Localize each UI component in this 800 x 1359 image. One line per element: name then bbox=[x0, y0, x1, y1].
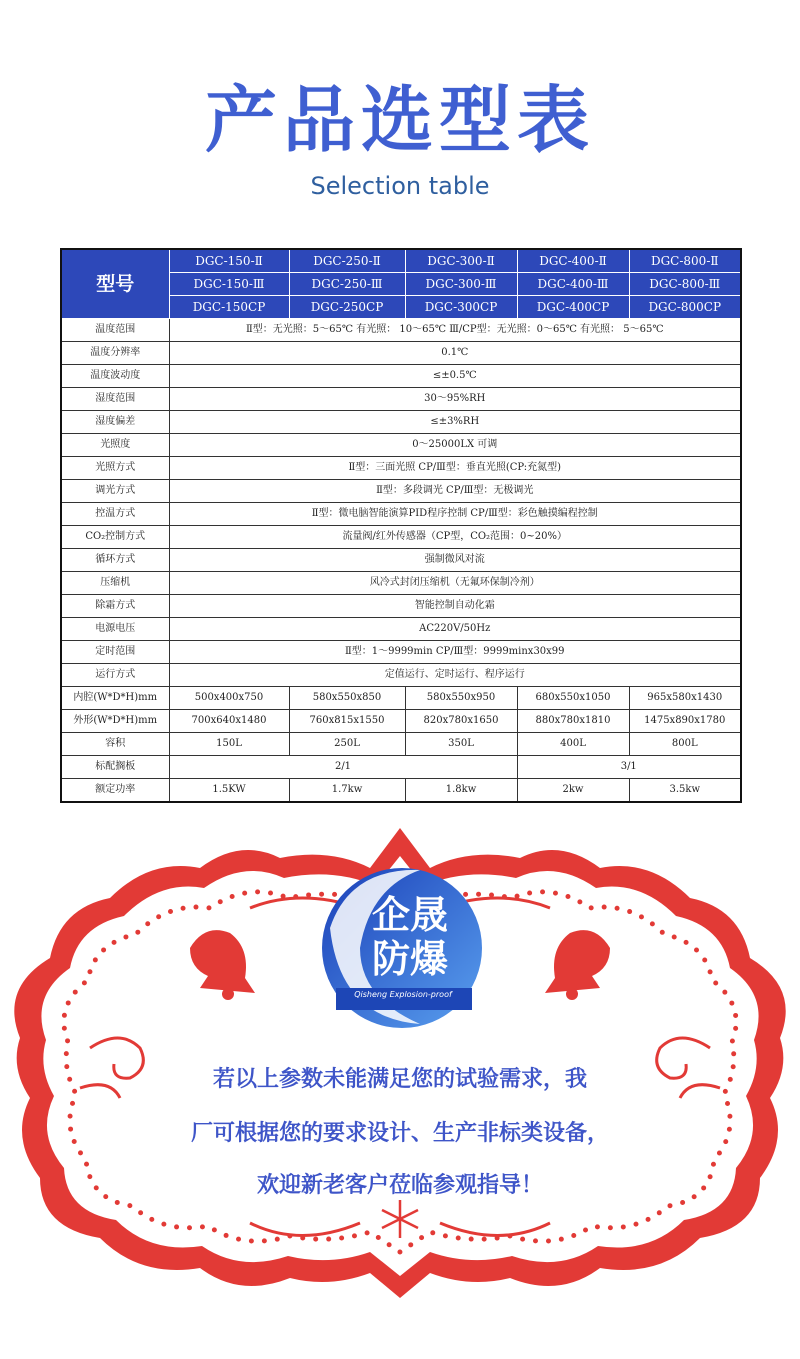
row-value: 定值运行、定时运行、程序运行 bbox=[169, 664, 741, 687]
row-label: 额定功率 bbox=[61, 779, 169, 803]
row-label: 调光方式 bbox=[61, 480, 169, 503]
selection-table bbox=[60, 248, 742, 803]
row-value: 1.8kw bbox=[405, 779, 517, 803]
table-row bbox=[61, 411, 741, 434]
row-value: Ⅱ型：微电脑智能演算PID程序控制 CP/Ⅲ型：彩色触摸编程控制 bbox=[169, 503, 741, 526]
row-value: ≤±0.5℃ bbox=[169, 365, 741, 388]
row-value: 1475x890x1780 bbox=[629, 710, 741, 733]
table-row bbox=[61, 710, 741, 733]
model-name: DGC-400-Ⅲ bbox=[517, 273, 629, 296]
table-row bbox=[61, 480, 741, 503]
row-label: 湿度偏差 bbox=[61, 411, 169, 434]
row-label: 除霜方式 bbox=[61, 595, 169, 618]
table-row bbox=[61, 618, 741, 641]
message-line-1: 若以上参数未能满足您的试验需求，我 bbox=[212, 1067, 587, 1092]
model-name: DGC-400CP bbox=[517, 296, 629, 319]
model-name: DGC-150CP bbox=[169, 296, 289, 319]
row-value: 965x580x1430 bbox=[629, 687, 741, 710]
row-label: 循环方式 bbox=[61, 549, 169, 572]
logo-text-line1: 企晟 bbox=[372, 893, 449, 937]
model-name: DGC-400-Ⅱ bbox=[517, 249, 629, 273]
page-title: 产品选型表 bbox=[204, 77, 595, 162]
row-label: 光照度 bbox=[61, 434, 169, 457]
row-label: 外形(W*D*H)mm bbox=[61, 710, 169, 733]
row-label: 容积 bbox=[61, 733, 169, 756]
row-value: 250L bbox=[289, 733, 405, 756]
row-label: 电源电压 bbox=[61, 618, 169, 641]
table-row bbox=[61, 687, 741, 710]
row-value: 3/1 bbox=[517, 756, 741, 779]
row-value: Ⅱ型：1～9999min CP/Ⅲ型：9999minx30x99 bbox=[169, 641, 741, 664]
row-label: 压缩机 bbox=[61, 572, 169, 595]
message-line-2: 厂可根据您的要求设计、生产非标类设备， bbox=[190, 1121, 609, 1146]
row-value: 700x640x1480 bbox=[169, 710, 289, 733]
table-row bbox=[61, 388, 741, 411]
row-value: 350L bbox=[405, 733, 517, 756]
model-name: DGC-800-Ⅱ bbox=[629, 249, 741, 273]
row-value: 680x550x1050 bbox=[517, 687, 629, 710]
model-name: DGC-300CP bbox=[405, 296, 517, 319]
model-name: DGC-250CP bbox=[289, 296, 405, 319]
row-label: 标配搁板 bbox=[61, 756, 169, 779]
table-row bbox=[61, 572, 741, 595]
row-value: 1.5KW bbox=[169, 779, 289, 803]
row-value: ≤±3%RH bbox=[169, 411, 741, 434]
table-row bbox=[61, 526, 741, 549]
row-label: 定时范围 bbox=[61, 641, 169, 664]
model-name: DGC-250-Ⅱ bbox=[289, 249, 405, 273]
model-name: DGC-300-Ⅲ bbox=[405, 273, 517, 296]
row-label: 内腔(W*D*H)mm bbox=[61, 687, 169, 710]
row-value: 150L bbox=[169, 733, 289, 756]
row-value: 0～25000LX 可调 bbox=[169, 434, 741, 457]
row-label: 温度波动度 bbox=[61, 365, 169, 388]
row-value: 580x550x950 bbox=[405, 687, 517, 710]
model-name: DGC-250-Ⅲ bbox=[289, 273, 405, 296]
table-row bbox=[61, 457, 741, 480]
table-row bbox=[61, 756, 741, 779]
row-value: Ⅱ型：多段调光 CP/Ⅲ型：无极调光 bbox=[169, 480, 741, 503]
row-value: 800L bbox=[629, 733, 741, 756]
row-value: AC220V/50Hz bbox=[169, 618, 741, 641]
row-value: 580x550x850 bbox=[289, 687, 405, 710]
row-value: 880x780x1810 bbox=[517, 710, 629, 733]
model-header-label: 型号 bbox=[61, 249, 169, 319]
table-row bbox=[61, 365, 741, 388]
logo-text-line2: 防爆 bbox=[372, 937, 449, 981]
table-row bbox=[61, 434, 741, 457]
table-row bbox=[61, 503, 741, 526]
logo-english-text: Qisheng Explosion-proof bbox=[354, 990, 452, 999]
row-value: Ⅱ型：无光照：5～65℃ 有光照： 10～65℃ Ⅲ/CP型：无光照：0～65℃ 有光照： 5～65℃ bbox=[169, 319, 741, 342]
row-label: 温度范围 bbox=[61, 319, 169, 342]
row-value: 30～95%RH bbox=[169, 388, 741, 411]
row-label: 湿度范围 bbox=[61, 388, 169, 411]
row-value: 0.1℃ bbox=[169, 342, 741, 365]
row-value: 强制微风对流 bbox=[169, 549, 741, 572]
table-row bbox=[61, 319, 741, 342]
row-label: 控温方式 bbox=[61, 503, 169, 526]
table-row bbox=[61, 342, 741, 365]
row-value: 760x815x1550 bbox=[289, 710, 405, 733]
row-value: 820x780x1650 bbox=[405, 710, 517, 733]
row-value: 3.5kw bbox=[629, 779, 741, 803]
row-label: 温度分辨率 bbox=[61, 342, 169, 365]
row-value: 400L bbox=[517, 733, 629, 756]
table-row bbox=[61, 595, 741, 618]
row-label: 运行方式 bbox=[61, 664, 169, 687]
table-row bbox=[61, 733, 741, 756]
page-subtitle: Selection table bbox=[310, 172, 490, 200]
model-name: DGC-150-Ⅱ bbox=[169, 249, 289, 273]
row-value: 1.7kw bbox=[289, 779, 405, 803]
row-value: 2kw bbox=[517, 779, 629, 803]
model-name: DGC-800CP bbox=[629, 296, 741, 319]
table-row bbox=[61, 664, 741, 687]
row-value: 智能控制自动化霜 bbox=[169, 595, 741, 618]
table-header-row bbox=[61, 249, 741, 273]
table-row bbox=[61, 779, 741, 803]
row-value: 500x400x750 bbox=[169, 687, 289, 710]
table-row bbox=[61, 641, 741, 664]
model-name: DGC-300-Ⅱ bbox=[405, 249, 517, 273]
row-label: 光照方式 bbox=[61, 457, 169, 480]
model-name: DGC-800-Ⅲ bbox=[629, 273, 741, 296]
table-row bbox=[61, 549, 741, 572]
row-value: 2/1 bbox=[169, 756, 517, 779]
message-line-3: 欢迎新老客户莅临参观指导！ bbox=[256, 1173, 543, 1198]
row-value: Ⅱ型：三面光照 CP/Ⅲ型：垂直光照(CP:充氮型) bbox=[169, 457, 741, 480]
row-value: 流量阀/红外传感器（CP型，CO₂范围：0~20%） bbox=[169, 526, 741, 549]
model-name: DGC-150-Ⅲ bbox=[169, 273, 289, 296]
row-value: 风冷式封闭压缩机（无氟环保制冷剂） bbox=[169, 572, 741, 595]
row-label: CO₂控制方式 bbox=[61, 526, 169, 549]
